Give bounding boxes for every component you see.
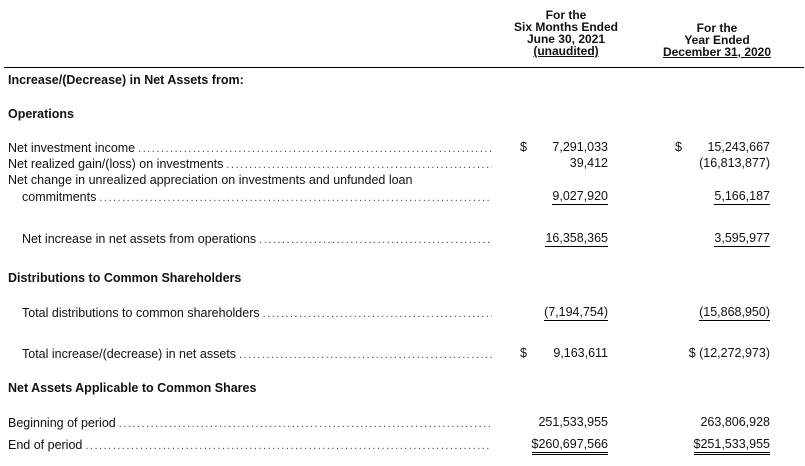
row-label-total-change: Total increase/(decrease) in net assets .....	[22, 347, 492, 361]
value-end-2021: $260,697,566	[520, 437, 608, 455]
value-unrealized-2021: 9,027,920	[552, 189, 608, 203]
header-line: For the	[696, 21, 738, 35]
section-title-net-assets: Net Assets Applicable to Common Shares	[8, 381, 257, 395]
header-line: June 30, 2021	[526, 32, 606, 46]
leader-dots	[99, 192, 492, 204]
row-label-net-investment-income: Net investment income .....	[8, 141, 492, 155]
leader-dots	[239, 349, 492, 361]
row-label-beginning: Beginning of period .....	[8, 416, 492, 430]
section-title-distributions: Distributions to Common Shareholders	[8, 271, 242, 285]
value-net-increase-ops-2021: 16,358,365	[545, 231, 608, 245]
leader-dots	[263, 308, 492, 320]
row-label-unrealized-line2: commitments .....	[22, 190, 492, 204]
value-net-increase-ops-2020: 3,595,977	[714, 231, 770, 245]
value-unrealized-2020: 5,166,187	[714, 189, 770, 203]
value-nii-2020: $ 15,243,667	[675, 140, 770, 154]
leader-dots	[226, 159, 492, 171]
column-header-year-ended	[655, 22, 779, 58]
row-label-end: End of period .....	[8, 438, 492, 452]
value-realized-2021: 39,412	[569, 156, 608, 170]
value-end-2020: $251,533,955	[675, 437, 770, 455]
leader-dots	[119, 418, 492, 430]
section-title-increase: Increase/(Decrease) in Net Assets from:	[8, 73, 244, 87]
row-label-total-distributions: Total distributions to common shareholders .....	[22, 306, 492, 320]
value-nii-2021: $ 7,291,033	[520, 140, 608, 154]
header-rule	[4, 67, 804, 68]
value-total-distributions-2021: (7,194,754)	[544, 305, 608, 319]
header-line: Year Ended	[684, 33, 750, 47]
leader-dots	[259, 234, 492, 246]
header-line: December 31, 2020	[662, 45, 772, 59]
header-line: Six Months Ended	[513, 20, 618, 34]
leader-dots	[85, 440, 492, 452]
row-label-net-increase-operations: Net increase in net assets from operations .....	[22, 232, 492, 246]
value-beginning-2021: 251,533,955	[538, 415, 608, 429]
row-label-unrealized-line1: Net change in unrealized appreciation on investments and unfunded loan	[8, 173, 413, 187]
column-header-six-months	[505, 9, 627, 57]
value-total-change-2020: $ (12,272,973)	[688, 346, 770, 360]
leader-dots	[138, 143, 492, 155]
value-total-change-2021: $ 9,163,611	[520, 346, 608, 360]
header-line: For the	[545, 8, 587, 22]
value-total-distributions-2020: (15,868,950)	[699, 305, 770, 319]
header-line: (unaudited)	[533, 44, 599, 58]
section-title-operations: Operations	[8, 107, 74, 121]
value-realized-2020: (16,813,877)	[699, 156, 770, 170]
value-beginning-2020: 263,806,928	[700, 415, 770, 429]
row-label-realized-gain: Net realized gain/(loss) on investments .....	[8, 157, 492, 171]
